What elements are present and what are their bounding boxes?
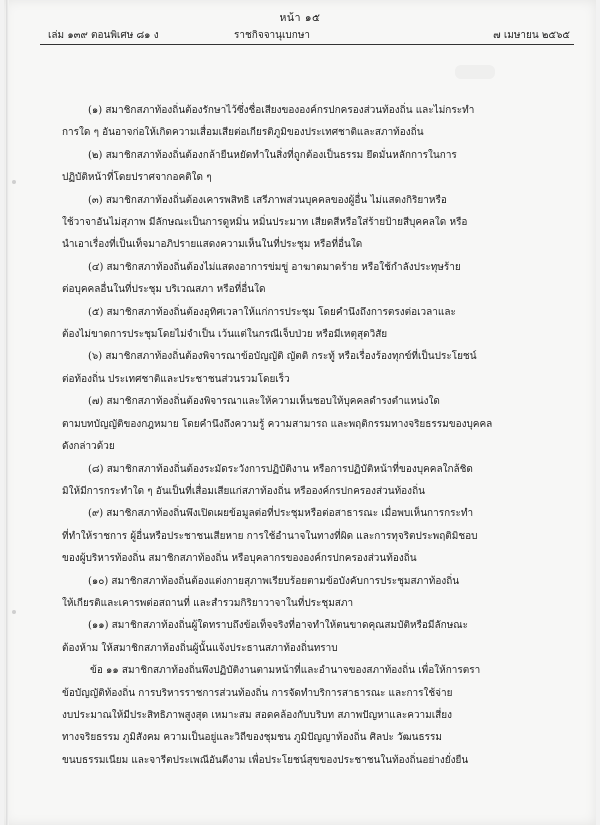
paragraph-line: ต้องไม่ขาดการประชุมโดยไม่จำเป็น เว้นแต่ในกรณีเจ็บป่วย หรือมีเหตุสุดวิสัย bbox=[62, 329, 388, 341]
paragraph-line: ต้องห้าม ให้สมาชิกสภาท้องถิ่นผู้นั้นแจ้งประธานสภาท้องถิ่นทราบ bbox=[62, 642, 338, 654]
page-number: หน้า ๑๕ bbox=[279, 12, 321, 24]
header-volume: เล่ม ๑๓๙ ตอนพิเศษ ๘๑ ง bbox=[48, 30, 159, 41]
clause-paragraph bbox=[62, 615, 562, 660]
paragraph-line: นำเอาเรื่องที่เป็นเท็จมาอภิปรายแสดงความเห็นในที่ประชุม หรือที่อื่นใด bbox=[62, 239, 363, 251]
header-rule bbox=[40, 44, 574, 45]
paragraph-line: ตามบทบัญญัติของกฎหมาย โดยคำนึงถึงความรู้ ความสามารถ และพฤติกรรมทางจริยธรรมของบุคคล bbox=[62, 418, 493, 430]
clause-paragraph bbox=[62, 346, 562, 391]
paragraph-first-line: (๑) สมาชิกสภาท้องถิ่นต้องรักษาไว้ซึ่งชื่อเสียงขององค์กรปกครองส่วนท้องถิ่น และไม่กระทำ bbox=[88, 105, 475, 116]
paragraph-line: งบประมาณให้มีประสิทธิภาพสูงสุด เหมาะสม สอดคล้องกับบริบท สภาพปัญหาและความเสี่ยง bbox=[62, 709, 453, 721]
clause-paragraph bbox=[62, 391, 562, 458]
paragraph-line: มิให้มีการกระทำใด ๆ อันเป็นที่เสื่อมเสียแก่สภาท้องถิ่น หรือองค์กรปกครองส่วนท้องถิ่น bbox=[62, 485, 425, 497]
paragraph-first-line: (๗) สมาชิกสภาท้องถิ่นต้องพิจารณาและให้ความเห็นชอบให้บุคคลดำรงตำแหน่งใด bbox=[88, 396, 440, 408]
paragraph-line: ของผู้บริหารท้องถิ่น สมาชิกสภาท้องถิ่น หรือบุคลากรขององค์กรปกครองส่วนท้องถิ่น bbox=[62, 553, 417, 565]
document-body bbox=[62, 100, 562, 772]
header-publication: ราชกิจจานุเบกษา bbox=[234, 30, 311, 41]
paragraph-line: ใช้วาจาอันไม่สุภาพ มีลักษณะเป็นการดูหมิ่น หมิ่นประมาท เสียดสีหรือใส่ร้ายป้ายสีบุคคลใด หรือ bbox=[62, 217, 468, 229]
scan-smudge bbox=[455, 65, 495, 79]
clause-paragraph bbox=[62, 302, 562, 347]
paragraph-first-line: (๘) สมาชิกสภาท้องถิ่นต้องระมัดระวังการปฏิบัติงาน หรือการปฏิบัติหน้าที่ของบุคคลใกล้ชิด bbox=[88, 463, 473, 475]
clause-paragraph bbox=[62, 257, 562, 302]
punch-hole bbox=[12, 180, 16, 184]
article-paragraph bbox=[62, 660, 562, 772]
clause-paragraph bbox=[62, 190, 562, 257]
paragraph-line: ปฏิบัติหน้าที่โดยปราศจากอคติใด ๆ bbox=[62, 172, 212, 184]
paragraph-first-line: (๒) สมาชิกสภาท้องถิ่นต้องกล้ายืนหยัดทำในสิ่งที่ถูกต้องเป็นธรรม ยึดมั่นหลักการในการ bbox=[88, 149, 457, 161]
scan-edge bbox=[6, 0, 9, 825]
paragraph-first-line: (๙) สมาชิกสภาท้องถิ่นพึงเปิดเผยข้อมูลต่อที่ประชุมหรือต่อสาธารณะ เมื่อพบเห็นการกระทำ bbox=[88, 508, 474, 520]
paragraph-first-line: (๖) สมาชิกสภาท้องถิ่นต้องพิจารณาข้อบัญญัติ ญัตติ กระทู้ หรือเรื่องร้องทุกข์ที่เป็นประโยชน์ bbox=[88, 351, 477, 363]
gazette-header bbox=[48, 28, 570, 44]
paragraph-first-line: (๑๑) สมาชิกสภาท้องถิ่นผู้ใดทราบถึงข้อเท็จจริงที่อาจทำให้ตนขาดคุณสมบัติหรือมีลักษณะ bbox=[88, 620, 468, 632]
paragraph-line: ข้อบัญญัติท้องถิ่น การบริหารราชการส่วนท้องถิ่น การจัดทำบริการสาธารณะ และการใช้จ่าย bbox=[62, 687, 453, 699]
paragraph-line: การใด ๆ อันอาจก่อให้เกิดความเสื่อมเสียต่อเกียรติภูมิของประเทศชาติและสภาท้องถิ่น bbox=[62, 127, 424, 139]
paragraph-line: ต่อท้องถิ่น ประเทศชาติและประชาชนส่วนรวมโดยเร็ว bbox=[62, 373, 290, 385]
paragraph-first-line: ข้อ ๑๑ สมาชิกสภาท้องถิ่นพึงปฏิบัติงานตามหน้าที่และอำนาจของสภาท้องถิ่น เพื่อให้การตรา bbox=[90, 665, 481, 677]
paragraph-first-line: (๑๐) สมาชิกสภาท้องถิ่นต้องแต่งกายสุภาพเรียบร้อยตามข้อบังคับการประชุมสภาท้องถิ่น bbox=[88, 575, 460, 587]
paragraph-first-line: (๓) สมาชิกสภาท้องถิ่นต้องเคารพสิทธิ เสรีภาพส่วนบุคคลของผู้อื่น ไม่แสดงกิริยาหรือ bbox=[88, 194, 447, 206]
paragraph-first-line: (๕) สมาชิกสภาท้องถิ่นต้องอุทิศเวลาให้แก่การประชุม โดยคำนึงถึงการตรงต่อเวลาและ bbox=[88, 306, 456, 318]
clause-paragraph bbox=[62, 571, 562, 616]
paragraph-line: ให้เกียรติและเคารพต่อสถานที่ และสำรวมกิริยาวาจาในที่ประชุมสภา bbox=[62, 597, 354, 609]
paragraph-line: ขนบธรรมเนียม และจารีตประเพณีอันดีงาม เพื่อประโยชน์สุขของประชาชนในท้องถิ่นอย่างยั่งยืน bbox=[62, 754, 469, 766]
paragraph-line: ที่ทำให้ราชการ ผู้อื่นหรือประชาชนเสียหาย การใช้อำนาจในทางที่ผิด และการทุจริตประพฤติมิชอบ bbox=[62, 530, 478, 542]
clause-paragraph bbox=[62, 503, 562, 570]
paragraph-line: ดังกล่าวด้วย bbox=[62, 441, 115, 453]
punch-hole bbox=[12, 610, 16, 614]
clause-paragraph bbox=[62, 100, 562, 145]
paragraph-line: ทางจริยธรรม ภูมิสังคม ความเป็นอยู่และวิถีของชุมชน ภูมิปัญญาท้องถิ่น ศิลปะ วัฒนธรรม bbox=[62, 732, 442, 744]
clause-paragraph bbox=[62, 145, 562, 190]
paragraph-first-line: (๔) สมาชิกสภาท้องถิ่นต้องไม่แสดงอาการข่มขู่ อาฆาตมาดร้าย หรือใช้กำลังประทุษร้าย bbox=[88, 261, 461, 273]
header-date: ๗ เมษายน ๒๕๖๕ bbox=[493, 30, 570, 41]
clause-paragraph bbox=[62, 459, 562, 504]
paragraph-line: ต่อบุคคลอื่นในที่ประชุม บริเวณสภา หรือที่อื่นใด bbox=[62, 284, 266, 296]
